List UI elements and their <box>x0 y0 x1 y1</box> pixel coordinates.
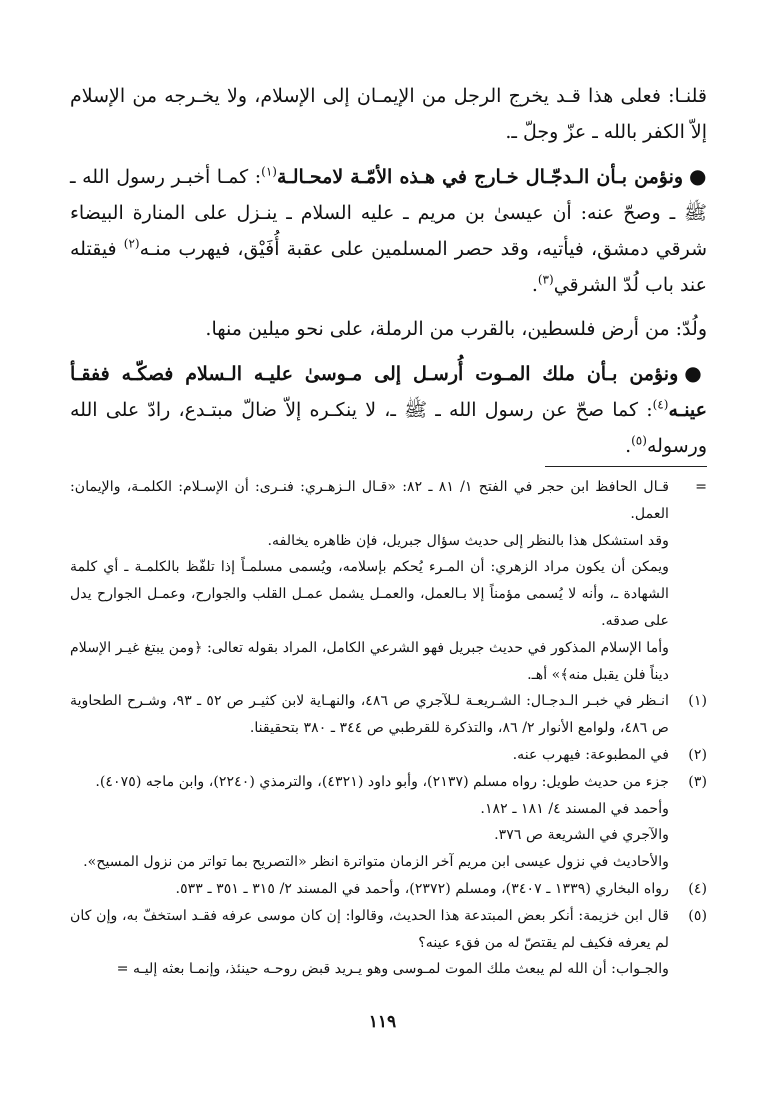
footnote-ref-5[interactable]: (٥) <box>631 433 647 448</box>
footnote-2 <box>70 742 707 769</box>
paragraph-4-end: . <box>625 435 632 457</box>
footnote-ref-3[interactable]: (٣) <box>537 272 554 287</box>
footnote-number: (٥) <box>688 907 707 924</box>
paragraph-3 <box>70 311 707 347</box>
footnote-line: والآجري في الشريعة ص ٣٧٦. <box>494 827 669 844</box>
footnote-line: رواه البخاري (١٣٣٩ ـ ٣٤٠٧)، ومسلم (٢٣٧٢)، وأحمد في المسند ٢/ ٣١٥ ـ ٣٥١ ـ ٥٣٣. <box>175 880 669 897</box>
paragraph-1 <box>70 78 707 150</box>
footnote-ref-2[interactable]: (٢) <box>123 236 140 251</box>
footnote-line: وأحمد في المسند ٤/ ١٨١ ـ ١٨٢. <box>480 800 669 817</box>
paragraph-4-text: : كما صحّ عن رسول الله ـ ﷺ ـ، لا ينكـره إلاّ ضالّ مبتـدع، رادّ على الله ورسوله <box>70 399 707 457</box>
paragraph-2 <box>70 158 707 303</box>
bullet-icon: ● <box>689 164 708 188</box>
page-number: ١١٩ <box>368 1012 397 1032</box>
footnote-3 <box>70 769 707 876</box>
paragraph-4-heading: ونؤمن بـأن ملك المـوت أُرسـل إلى مـوسىٰ عليـه الـسلام فصكّـه ففقـأ عينـه <box>70 363 707 421</box>
footnote-line: انـظر في خبـر الـدجـال: الشـريعـة لـلآجري ص ٤٨٦، والنهـاية لابن كثيـر ص ٥٢ ـ ٩٣، وشـرح الطحاوية ص ٤٨٦، ولوامع الأنوار ٢/ ٨٦، والتذكرة للقرطبي ص ٣٤٤ ـ ٣٨٠ بتحقيقنا. <box>70 693 669 737</box>
paragraph-4 <box>70 355 707 464</box>
footnote-1 <box>70 688 707 742</box>
footnote-ref-1[interactable]: (١) <box>261 164 277 179</box>
bullet-icon-2: ● <box>684 361 707 385</box>
continuation-marker: = <box>695 479 707 495</box>
footnote-line: قـال الحافظ ابن حجر في الفتح ١/ ٨١ ـ ٨٢: «قـال الـزهـري: فنـرى: أن الإسـلام: الكلمـة، والإيمان: العمل. <box>70 479 669 522</box>
footnote-number: (٤) <box>688 880 707 897</box>
footnote-line: قال ابن خزيمة: أنكر بعض المبتدعة هذا الحديث، وقالوا: إن كان موسى عرفه فقـد استخفّ به، وإن كان لم يعرفه فكيف لم يقتصّ له من فقء عينه؟ <box>70 907 669 951</box>
paragraph-2-text: : كمـا أخبـر رسول الله ـ ﷺ ـ وصحّ عنه: أن عيسىٰ بن مريم ـ عليه السلام ـ ينـزل على المنارة البيضاء شرقي دمشق، فيأتيه، وقد حصر المسلمين على عقبة أُفَيْق، فيهرب منـه <box>70 166 707 260</box>
main-text <box>70 78 707 472</box>
footnote-continuation <box>70 474 707 688</box>
paragraph-2-heading: ونؤمن بـأن الـدجّـال خـارج في هـذه الأمّـة لامحـالـة <box>276 166 684 188</box>
footnote-number: (٣) <box>688 773 707 790</box>
footnote-line: جزء من حديث طويل: رواه مسلم (٢١٣٧)، وأبو داود (٤٣٢١)، والترمذي (٢٢٤٠)، وابن ماجه (٤٠٧٥). <box>95 773 669 790</box>
footnote-line: ويمكن أن يكون مراد الزهري: أن المـرء يُحكم بإسلامه، ويُسمى مسلمـاً إذا تلفّظ بالكلمـة ـ أي كلمة الشهادة ـ، وأنه لا يُسمى مؤمناً إلا بـالعمل، والعمـل يشمل عمـل القلب والجوارح، وعمـل الجوارح يدل على صدقه. <box>70 559 669 629</box>
footnote-line: وأما الإسلام المذكور في حديث جبريل فهو الشرعي الكامل، المراد بقوله تعالى: ﴿ومن يبتغ غيـر الإسلام ديناً فلن يقبل منه﴾» أهـ. <box>70 639 669 683</box>
footnote-line: في المطبوعة: فيهرب عنه. <box>512 746 669 763</box>
footnote-number: (١) <box>688 693 707 710</box>
paragraph-2-end: . <box>531 274 538 296</box>
footnote-line: وقد استشكل هذا بالنظر إلى حديث سؤال جبريل، فإن ظاهره يخالفه. <box>267 532 669 549</box>
footnote-divider <box>545 466 707 467</box>
footnote-5 <box>70 903 707 983</box>
footnote-4 <box>70 876 707 903</box>
footnotes <box>70 474 707 983</box>
footnote-line: والجـواب: أن الله لم يبعث ملك الموت لمـوسى وهو يـريد قبض روحـه حينئذ، وإنمـا بعثه إليـه = <box>116 961 669 978</box>
paragraph-2-text-2: فيقتله عند باب لُدّ الشرقي <box>70 238 707 296</box>
footnote-number: (٢) <box>688 746 707 763</box>
paragraph-3-text: ولُدّ: من أرض فلسطين، بالقرب من الرملة، على نحو ميلين منها. <box>205 318 707 340</box>
footnote-ref-4[interactable]: (٤) <box>652 397 669 412</box>
paragraph-1-text: قلنـا: فعلى هذا قـد يخرج الرجل من الإيمـان إلى الإسلام، ولا يخـرجه من الإسلام إلاّ الكفر بالله ـ عزّ وجلّ ـ. <box>70 85 707 143</box>
footnote-line: والأحاديث في نزول عيسى ابن مريم آخر الزمان متواترة انظر «التصريح بما تواتر من نزول المسيح». <box>83 854 669 871</box>
